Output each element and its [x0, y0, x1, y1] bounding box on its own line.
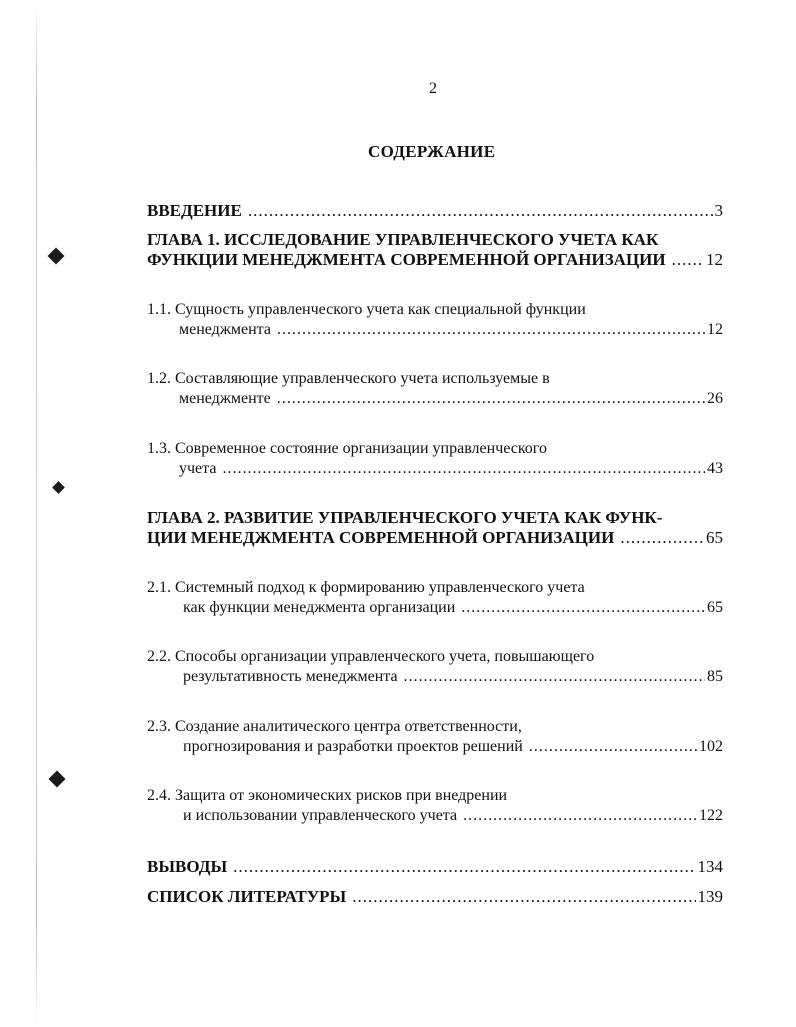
toc-entry-text: результативность менеджмента: [183, 668, 398, 685]
binding-hole-mark: [52, 481, 65, 494]
toc-entry-text: ГЛАВА 1. ИССЛЕДОВАНИЕ УПРАВЛЕНЧЕСКОГО УЧЕТА КАК: [147, 230, 659, 249]
toc-entry-page: 43: [707, 460, 723, 477]
toc-entry-text: прогнозирования и разработки проектов решений: [183, 738, 523, 755]
toc-entry-section-1-1[interactable]: [147, 300, 723, 340]
toc-entry-text: ЦИИ МЕНЕДЖМЕНТА СОВРЕМЕННОЙ ОРГАНИЗАЦИИ: [147, 528, 615, 547]
toc-entry-page: 85: [707, 668, 723, 685]
scan-margin-line: [36, 0, 37, 1027]
toc-entry-section-1-2[interactable]: [147, 369, 723, 409]
toc-entry-text: как функции менеджмента организации: [183, 599, 456, 616]
toc-entry-chapter-2[interactable]: [147, 508, 723, 548]
toc-entry-text: 1.1. Сущность управленческого учета как специальной функции: [147, 301, 586, 318]
toc-entry-section-2-4[interactable]: [147, 786, 723, 826]
toc-entry-page: 134: [697, 857, 723, 876]
toc-entry-text: 2.1. Системный подход к формированию управленческого учета: [147, 579, 585, 596]
toc-entry-page: 65: [706, 528, 723, 547]
toc-entry-chapter-1[interactable]: [147, 230, 723, 270]
toc-entry-section-2-2[interactable]: [147, 647, 723, 687]
toc-entry-text: ВЫВОДЫ: [147, 857, 228, 876]
toc-entry-page: 65: [707, 599, 723, 616]
toc-entry-text: 1.3. Современное состояние организации управленческого: [147, 440, 547, 457]
toc-entry-page: 139: [697, 887, 723, 906]
dot-leader: [352, 887, 695, 907]
toc-title: СОДЕРЖАНИЕ: [368, 142, 496, 161]
toc-entry-page: 12: [706, 250, 723, 269]
dot-leader: [277, 320, 705, 340]
toc-entry-text: 2.2. Способы организации управленческого учета, повышающего: [147, 648, 595, 665]
toc-entry-text: 2.4. Защита от экономических рисков при внедрении: [147, 787, 508, 804]
toc-entry-text: 2.3. Создание аналитического центра ответственности,: [147, 718, 522, 735]
dot-leader: [222, 459, 705, 479]
toc-entry-page: 12: [707, 321, 723, 338]
toc-entry-text: ГЛАВА 2. РАЗВИТИЕ УПРАВЛЕНЧЕСКОГО УЧЕТА КАК ФУНК-: [147, 508, 663, 527]
dot-leader: [233, 857, 695, 877]
toc-entry-text: ФУНКЦИИ МЕНЕДЖМЕНТА СОВРЕМЕННОЙ ОРГАНИЗАЦИИ: [147, 250, 666, 269]
binding-hole-mark: [49, 771, 66, 788]
dot-leader: [461, 598, 705, 618]
dot-leader: [248, 201, 713, 221]
dot-leader: [404, 667, 705, 687]
toc-entry-text: учета: [179, 460, 217, 477]
toc-entry-text: менеджменте: [179, 390, 271, 407]
toc-entry-conclusions[interactable]: [147, 857, 723, 877]
dot-leader: [672, 250, 704, 270]
dot-leader: [529, 737, 697, 757]
toc-entry-text: СПИСОК ЛИТЕРАТУРЫ: [147, 887, 347, 906]
page-number: 2: [429, 80, 437, 97]
toc-entry-text: и использовании управленческого учета: [183, 807, 458, 824]
toc-entry-introduction[interactable]: [147, 201, 723, 221]
toc-entry-page: 26: [707, 390, 723, 407]
binding-hole-mark: [48, 248, 65, 265]
toc-entry-section-1-3[interactable]: [147, 439, 723, 479]
toc-entry-references[interactable]: [147, 887, 723, 907]
toc-entry-text: 1.2. Составляющие управленческого учета используемые в: [147, 370, 550, 387]
dot-leader: [463, 806, 697, 826]
dot-leader: [620, 528, 704, 548]
toc-entry-text: менеджмента: [179, 321, 271, 338]
toc-entry-text: ВВЕДЕНИЕ: [147, 201, 242, 220]
toc-entry-page: 3: [714, 201, 723, 220]
toc-entry-section-2-1[interactable]: [147, 578, 723, 618]
toc-entry-page: 102: [699, 738, 723, 755]
dot-leader: [277, 389, 705, 409]
toc-entry-page: 122: [699, 807, 723, 824]
toc-entry-section-2-3[interactable]: [147, 717, 723, 757]
